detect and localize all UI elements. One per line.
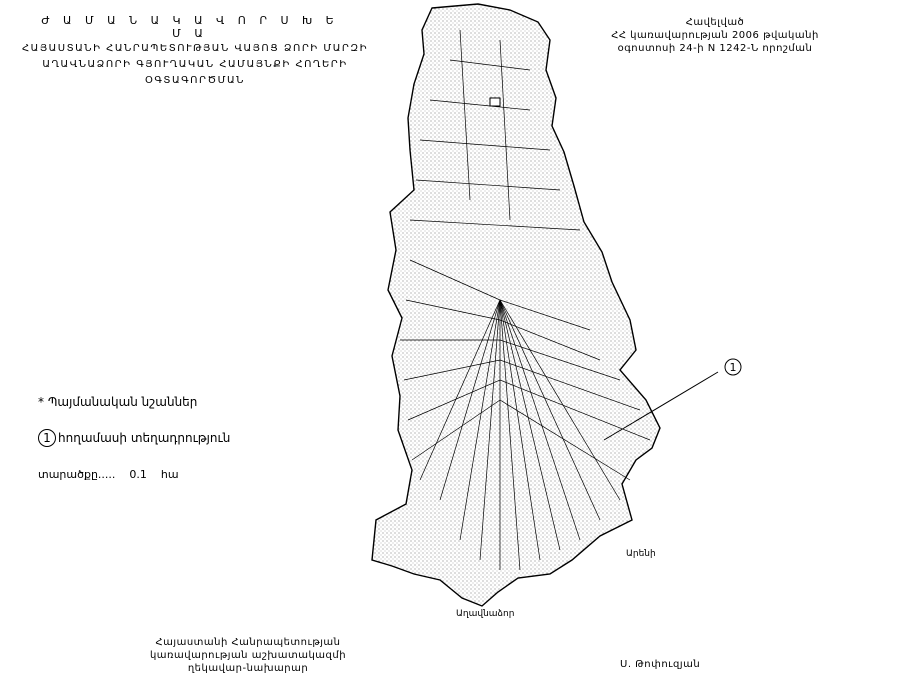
area-unit: հա — [160, 468, 179, 481]
place-label-aghavnadzor: Աղավնաձոր — [456, 609, 515, 619]
signatory-line-1: Հայաստանի Հանրապետության — [155, 637, 341, 648]
legend-title-text: Պայմանական նշաններ — [47, 395, 198, 409]
signatory-name: Ս. Թոփուզյան — [620, 659, 701, 670]
asterisk-icon: * — [38, 395, 44, 409]
approval-line-2: ՀՀ կառավարության 2006 թվականի — [611, 30, 819, 41]
legend-title — [38, 395, 197, 409]
approval-line-1: Հավելված — [685, 17, 745, 28]
place-label-areni: Արենի — [626, 549, 656, 559]
area-label: տարածքը..... — [38, 468, 116, 481]
subtitle-line-3: ՕԳՏԱԳՈՐԾՄԱՆ — [145, 75, 245, 86]
subtitle-line-2: ԱՂԱՎՆԱՁՈՐԻ ԳՅՈՒՂԱԿԱՆ ՀԱՄԱՅՆՔԻ ՀՈՂԵՐԻ — [42, 59, 348, 70]
signatory-title — [128, 636, 368, 675]
parcel-marker-icon — [490, 98, 500, 106]
signatory-line-2: կառավարության աշխատակազմի — [149, 650, 347, 661]
document-title: Ժ Ա Մ Ա Ն Ա Կ Ա Վ Ո Ր Ս Խ Ե Մ Ա — [41, 14, 339, 40]
legend-item-text: հողամասի տեղադրություն — [58, 431, 231, 445]
area-value: 0.1 — [129, 468, 147, 481]
legend-area — [38, 468, 179, 481]
approval-line-3: օգոստոսի 24-ի N 1242-Ն որոշման — [617, 43, 813, 54]
legend-item-parcel — [38, 429, 230, 447]
callout-number: 1 — [729, 361, 737, 374]
signatory-line-3: ղեկավար-նախարար — [187, 663, 309, 674]
circled-number-icon: 1 — [38, 429, 56, 447]
subtitle-line-1: ՀԱՅԱՍՏԱՆԻ ՀԱՆՐԱՊԵՏՈՒԹՅԱՆ ՎԱՅՈՑ ՁՈՐԻ ՄԱՐԶԻ — [22, 43, 368, 54]
document-subtitle — [10, 41, 380, 89]
